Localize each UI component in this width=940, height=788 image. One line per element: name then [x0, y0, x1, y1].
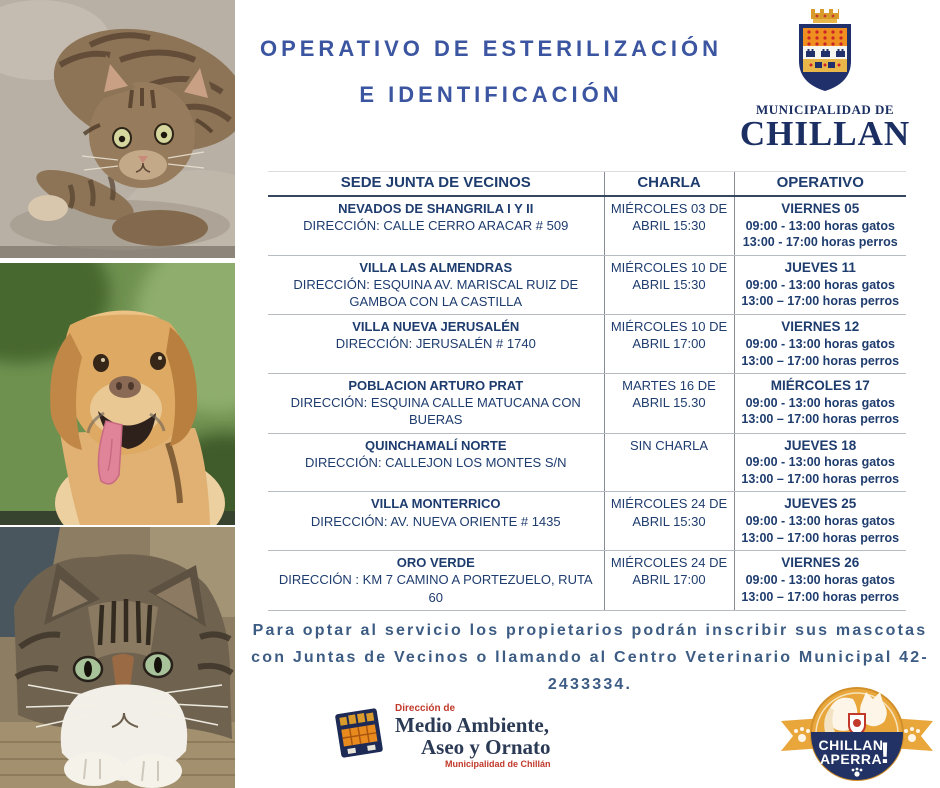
dept-pre-label: Dirección de: [395, 703, 456, 714]
sede-name: VILLA LAS ALMENDRAS: [359, 259, 513, 275]
sede-direccion: DIRECCIÓN: CALLE CERRO ARACAR # 509: [303, 218, 569, 234]
table-row: [268, 196, 906, 255]
charla-cell: MARTES 16 DE ABRIL 15.30: [604, 374, 734, 433]
charla-cell: SIN CHARLA: [604, 433, 734, 492]
charla-cell: MIÉRCOLES 24 DE ABRIL 17:00: [604, 551, 734, 610]
operativo-gatos: 09:00 - 13:00 horas gatos: [745, 514, 895, 529]
badge-exclamation: !: [880, 737, 890, 770]
charla-cell: MIÉRCOLES 03 DE ABRIL 15:30: [604, 196, 734, 255]
operativo-gatos: 09:00 - 13:00 horas gatos: [745, 395, 895, 410]
aperra-badge-icon: [778, 684, 936, 786]
cat-photo-bottom: [0, 527, 235, 788]
operativo-day: VIERNES 05: [781, 201, 860, 216]
operativo-day: VIERNES 26: [781, 555, 860, 571]
sede-direccion: DIRECCIÓN : KM 7 CAMINO A PORTEZUELO, RUTA 60: [278, 572, 593, 605]
header-sede: SEDE JUNTA DE VECINOS: [268, 172, 604, 197]
sede-name: POBLACION ARTURO PRAT: [348, 378, 524, 394]
header-operativo: OPERATIVO: [734, 172, 906, 197]
sede-direccion: DIRECCIÓN: ESQUINA AV. MARISCAL RUIZ DE GAMBOA CON LA CASTILLA: [293, 276, 579, 310]
sede-direccion: DIRECCIÓN: CALLEJON LOS MONTES S/N: [305, 454, 567, 470]
sede-name: QUINCHAMALÍ NORTE: [364, 437, 507, 453]
operativo-gatos: 09:00 - 13:00 horas gatos: [745, 337, 895, 352]
operativo-perros: 13:00 – 17:00 horas perros: [741, 471, 900, 486]
table-row: [268, 551, 906, 610]
municipality-logo: [732, 6, 918, 154]
sede-name: ORO VERDE: [396, 555, 475, 571]
municipality-caption: MUNICIPALIDAD DE: [755, 102, 895, 117]
chillan-crest-icon: [793, 6, 857, 94]
charla-cell: MIÉRCOLES 10 DE ABRIL 17:00: [604, 315, 734, 374]
table-row: [268, 255, 906, 314]
header-charla: CHARLA: [604, 172, 734, 197]
dept-name-line2: Aseo y Ornato: [421, 735, 551, 760]
operativo-day: VIERNES 12: [781, 319, 860, 335]
operativo-perros: 13:00 – 17:00 horas perros: [741, 294, 900, 309]
operativo-day: JUEVES 11: [784, 259, 856, 275]
cat-photo-top: [0, 0, 235, 258]
schedule-table: [268, 171, 906, 611]
operativo-perros: 13:00 – 17:00 horas perros: [741, 412, 900, 427]
tabby-closeup-illustration: [0, 527, 235, 788]
sede-direccion: DIRECCIÓN: ESQUINA CALLE MATUCANA CON BUERAS: [290, 395, 581, 428]
charla-cell: MIÉRCOLES 10 DE ABRIL 15:30: [604, 255, 734, 314]
operativo-gatos: 09:00 - 13:00 horas gatos: [745, 277, 895, 292]
operativo-gatos: 09:00 - 13:00 horas gatos: [745, 573, 895, 587]
tabby-cat-illustration: [0, 0, 235, 258]
chillan-aperra-badge: [778, 684, 936, 786]
department-logo: [332, 703, 551, 769]
sede-name: VILLA NUEVA JERUSALÉN: [352, 319, 520, 335]
operativo-perros: 13:00 – 17:00 horas perros: [741, 530, 900, 545]
sede-direccion: DIRECCIÓN: JERUSALÉN # 1740: [335, 336, 536, 352]
operativo-perros: 13:00 – 17:00 horas perros: [741, 353, 900, 368]
page-title: [252, 36, 730, 108]
municipality-name: CHILLAN: [739, 114, 911, 153]
table-row: [268, 374, 906, 433]
operativo-day: JUEVES 18: [784, 437, 857, 453]
sede-direccion: DIRECCIÓN: AV. NUEVA ORIENTE # 1435: [310, 513, 561, 529]
operativo-perros: 13:00 – 17:00 horas perros: [741, 589, 900, 604]
table-row: [268, 433, 906, 492]
table-row: [268, 492, 906, 551]
dog-photo: [0, 263, 235, 525]
title-line-2: E IDENTIFICACIÓN: [359, 82, 623, 107]
registration-note: Para optar al servicio los propietarios podrán inscribir sus mascotas con Juntas de Vecinos o llamando al Centro Veterinario Municipal 42-2433334.: [251, 622, 929, 694]
badge-text-line2: APERRA: [819, 751, 883, 767]
dept-sub-label: Municipalidad de Chillán: [444, 759, 551, 770]
operativo-day: MIÉRCOLES 17: [770, 378, 870, 394]
dept-name-line1: Medio Ambiente,: [395, 713, 549, 737]
badge-text-line1: CHILLAN: [818, 737, 884, 753]
table-header-row: [268, 172, 906, 197]
operativo-gatos: 09:00 - 13:00 horas gatos: [745, 455, 895, 470]
sede-name: NEVADOS DE SHANGRILA I Y II: [338, 201, 534, 216]
operativo-day: JUEVES 25: [784, 496, 857, 512]
charla-cell: MIÉRCOLES 24 DE ABRIL 15:30: [604, 492, 734, 551]
title-line-1: OPERATIVO DE ESTERILIZACIÓN: [259, 36, 723, 61]
operativo-gatos: 09:00 - 13:00 horas gatos: [745, 218, 895, 233]
sede-name: VILLA MONTERRICO: [370, 496, 501, 512]
labrador-illustration: [0, 263, 235, 525]
dept-crest-icon: [332, 703, 386, 763]
operativo-perros: 13:00 - 17:00 horas perros: [742, 235, 898, 250]
table-row: [268, 315, 906, 374]
